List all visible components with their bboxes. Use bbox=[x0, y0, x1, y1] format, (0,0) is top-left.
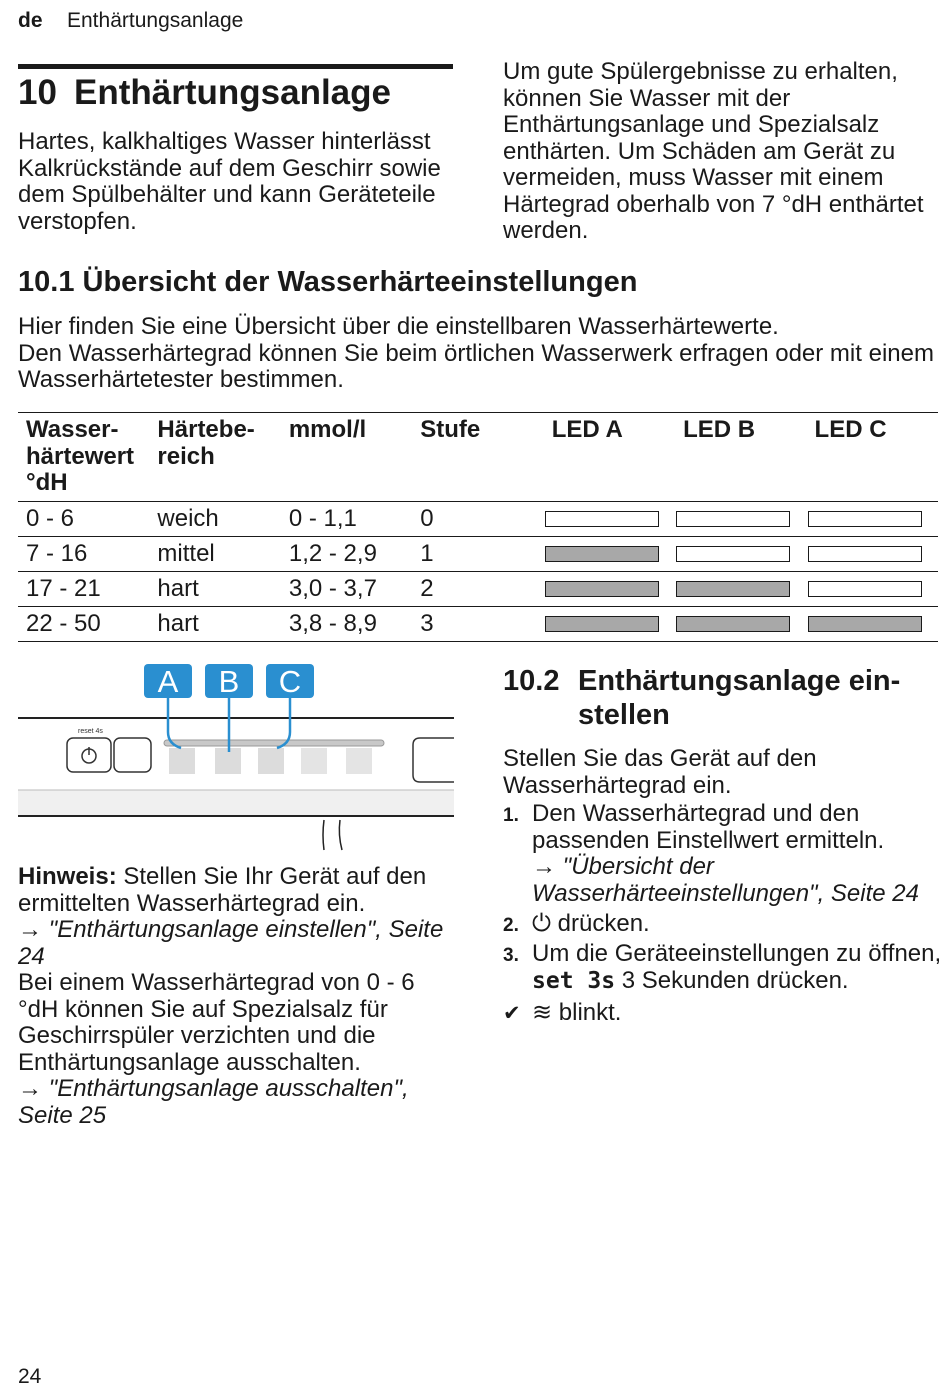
arrow-icon: → bbox=[18, 916, 49, 943]
led-indicator-b bbox=[676, 616, 790, 632]
cell-range: mittel bbox=[149, 537, 280, 572]
cell-dh: 0 - 6 bbox=[18, 502, 149, 537]
arrow-icon: → bbox=[532, 853, 563, 880]
section-title: Enthärtungsanlage bbox=[74, 73, 391, 112]
subsection-heading-10-2 bbox=[503, 664, 900, 732]
overview-intro bbox=[18, 314, 943, 394]
label-a-text: A bbox=[157, 664, 179, 699]
section-rule bbox=[18, 64, 453, 69]
led-indicator-c bbox=[808, 511, 922, 527]
step-2-text: drücken. bbox=[557, 910, 650, 937]
set-button bbox=[114, 738, 151, 772]
softener-icon: ≋ bbox=[532, 999, 553, 1026]
subsection-title-line-1: Enthärtungsanlage ein- bbox=[578, 665, 901, 697]
hint-text-2: Bei einem Wasserhärtegrad von 0 - 6 °dH können Sie auf Spezialsalz für Geschirrspüler verzichten und die Enthärtungsanlage ausschalten. bbox=[18, 969, 415, 1076]
subsection-title-line-2: stellen bbox=[578, 699, 670, 731]
mmol-from: 3,8 bbox=[288, 610, 323, 637]
language-code: de bbox=[18, 9, 43, 32]
overview-intro-line-1: Hier finden Sie eine Übersicht über die einstellbaren Wasserhärtewerte. bbox=[18, 313, 779, 340]
control-panel-illustration bbox=[18, 660, 454, 855]
led-indicator-b bbox=[676, 546, 790, 562]
cell-led-a bbox=[544, 572, 675, 607]
mmol-to: 2,9 bbox=[343, 540, 377, 567]
door-handle bbox=[413, 738, 454, 782]
subsection-heading-10-1: 10.1 Übersicht der Wasserhärteeinstellungen bbox=[18, 266, 638, 298]
mmol-from: 0 bbox=[288, 505, 303, 532]
cell-mmol: 0 - 1,1 bbox=[281, 502, 412, 537]
led-indicator-b bbox=[676, 581, 790, 597]
table-row bbox=[18, 537, 938, 572]
subsection-number: 10.2 bbox=[503, 665, 560, 697]
step-number: 3. bbox=[503, 945, 519, 966]
led-indicator-a bbox=[545, 546, 659, 562]
led-c bbox=[258, 748, 284, 774]
intro-paragraph-left: Hartes, kalkhaltiges Wasser hinterlässt Kalkrückstände auf dem Geschirr sowie dem Spülbehälter und kann Geräteteile verstopfen. bbox=[18, 128, 441, 235]
section-number: 10 bbox=[18, 73, 57, 112]
hint-link-1[interactable]: "Enthärtungsanlage einstellen", Seite 24 bbox=[18, 916, 444, 970]
set-key-label: set 3s bbox=[532, 967, 616, 994]
cell-range: hart bbox=[149, 607, 280, 642]
step-1-link[interactable]: "Übersicht der Wasserhärteeinstellungen", Seite 24 bbox=[532, 853, 919, 907]
table-row bbox=[18, 502, 938, 537]
table-row bbox=[18, 607, 938, 642]
mmol-from: 3,0 bbox=[288, 575, 323, 602]
step-1 bbox=[503, 801, 943, 907]
led-indicator-c bbox=[808, 616, 922, 632]
cell-mmol: 3,0 - 3,7 bbox=[281, 572, 412, 607]
step-2 bbox=[503, 911, 943, 938]
column-header: Härtebe-reich bbox=[149, 413, 280, 502]
cell-stage: 3 bbox=[412, 607, 543, 642]
cell-led-a bbox=[544, 502, 675, 537]
result-line bbox=[503, 1000, 943, 1027]
step-3-text-a: Um die Geräteeinstellungen zu öffnen, bbox=[532, 940, 942, 967]
section-heading bbox=[18, 73, 391, 113]
cell-dh: 17 - 21 bbox=[18, 572, 149, 607]
mmol-from: 1,2 bbox=[288, 540, 323, 567]
led-indicator-b bbox=[676, 511, 790, 527]
led-indicator-a bbox=[545, 511, 659, 527]
cell-led-c bbox=[807, 502, 938, 537]
overview-intro-line-2: Den Wasserhärtegrad können Sie beim örtlichen Wasserwerk erfragen oder mit einem Wasserhärtetester bestimmen. bbox=[18, 339, 934, 393]
step-3 bbox=[503, 941, 943, 994]
hint-link-2[interactable]: "Enthärtungsanlage ausschalten", Seite 25 bbox=[18, 1075, 409, 1129]
cell-stage: 2 bbox=[412, 572, 543, 607]
table-header-row bbox=[18, 413, 938, 502]
led-indicator-c bbox=[808, 546, 922, 562]
cell-dh: 22 - 50 bbox=[18, 607, 149, 642]
step-number: 2. bbox=[503, 915, 519, 936]
cell-led-a bbox=[544, 607, 675, 642]
cell-led-c bbox=[807, 537, 938, 572]
column-header: Wasser-härtewert °dH bbox=[18, 413, 149, 502]
mmol-to: 8,9 bbox=[343, 610, 377, 637]
reset-label: reset 4s bbox=[78, 728, 103, 735]
hint-text-1: Stellen Sie Ihr Gerät auf den ermittelten Wasserhärtegrad ein. bbox=[18, 863, 427, 917]
column-header: LED C bbox=[807, 413, 938, 502]
column-header: mmol/l bbox=[281, 413, 412, 502]
column-header: LED A bbox=[544, 413, 675, 502]
step-number: 1. bbox=[503, 805, 519, 826]
led-indicator-a bbox=[545, 581, 659, 597]
label-b-text: B bbox=[218, 664, 240, 699]
power-icon: ⏻ bbox=[532, 910, 551, 937]
cell-led-c bbox=[807, 607, 938, 642]
cell-range: hart bbox=[149, 572, 280, 607]
cell-range: weich bbox=[149, 502, 280, 537]
led-indicator-c bbox=[808, 581, 922, 597]
cell-mmol: 1,2 - 2,9 bbox=[281, 537, 412, 572]
water-hardness-table bbox=[18, 412, 938, 642]
cell-led-b bbox=[675, 502, 806, 537]
intro-paragraph-right: Um gute Spülergebnisse zu erhalten, können Sie Wasser mit der Enthärtungsanlage und Spezialsalz enthärten. Um Schäden am Gerät zu vermeiden, muss Wasser mit einem Härtegrad oberhalb von 7 °dH enthärtet werden. bbox=[503, 58, 924, 244]
step-3-text-b: 3 Sekunden drücken. bbox=[621, 966, 849, 994]
cell-dh: 7 - 16 bbox=[18, 537, 149, 572]
step-1-text: Den Wasserhärtegrad und den passenden Einstellwert ermitteln. bbox=[532, 800, 885, 854]
column-header: LED B bbox=[675, 413, 806, 502]
setting-intro: Stellen Sie das Gerät auf den Wasserhärtegrad ein. bbox=[503, 745, 817, 799]
hint-label: Hinweis: bbox=[18, 863, 117, 890]
led-indicator-a bbox=[545, 616, 659, 632]
cell-led-b bbox=[675, 607, 806, 642]
label-c-text: C bbox=[278, 664, 302, 699]
hint-box bbox=[18, 864, 458, 1129]
mmol-to: 1,1 bbox=[323, 505, 357, 532]
cell-led-c bbox=[807, 572, 938, 607]
cell-mmol: 3,8 - 8,9 bbox=[281, 607, 412, 642]
column-header: Stufe bbox=[412, 413, 543, 502]
led-a bbox=[169, 748, 195, 774]
cell-led-b bbox=[675, 537, 806, 572]
cell-led-a bbox=[544, 537, 675, 572]
page-number: 24 bbox=[18, 1365, 42, 1388]
arrow-icon: → bbox=[18, 1075, 49, 1102]
running-header-title: Enthärtungsanlage bbox=[67, 9, 244, 32]
check-icon: ✔ bbox=[503, 1002, 521, 1025]
result-text: blinkt. bbox=[558, 999, 622, 1026]
mmol-to: 3,7 bbox=[343, 575, 377, 602]
table-row bbox=[18, 572, 938, 607]
cell-stage: 1 bbox=[412, 537, 543, 572]
cell-stage: 0 bbox=[412, 502, 543, 537]
cell-led-b bbox=[675, 572, 806, 607]
